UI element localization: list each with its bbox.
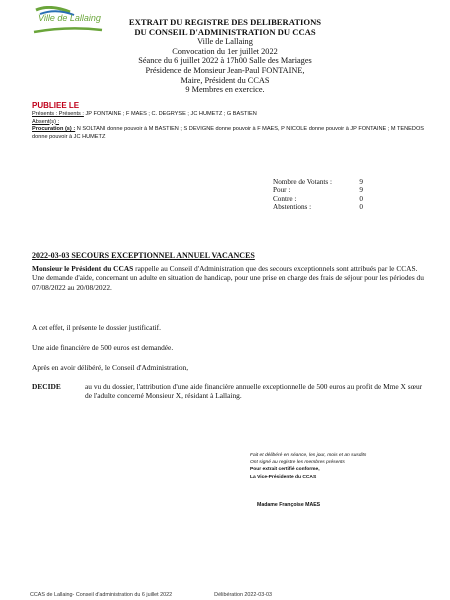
vote-row (273, 186, 363, 194)
signature-line: La Vice-Présidente du CCAS (250, 474, 317, 480)
presents-names: JP FONTAINE ; F MAES ; C. DEGRYSE ; JC HUMETZ ; G BASTIEN (85, 111, 257, 117)
presents-label: Présents : Présents : (32, 111, 84, 117)
header-line: Convocation du 1er juillet 2022 (172, 46, 278, 56)
title-line-2: DU CONSEIL D'ADMINISTRATION DU CCAS (134, 26, 316, 37)
document-header (110, 18, 340, 95)
vote-row (273, 203, 363, 211)
decide-text: au vu du dossier, l'attribution d'une aide financière annuelle exceptionnelle de 500 euros au profit de Mme X sœur de l'adulte concerné Monsieur X, résidant à Lallaing. (85, 382, 423, 401)
vote-label: Nombre de Votants : (273, 178, 333, 186)
vote-value: 9 (359, 178, 363, 186)
vote-value: 0 (359, 194, 363, 203)
vote-label: Pour : (273, 186, 291, 195)
paragraph-dossier: A cet effet, il présente le dossier justificatif. (32, 323, 161, 332)
absents-line (32, 119, 427, 127)
footer-left: CCAS de Lallaing- Conseil d'administration du 6 juillet 2022 (30, 592, 173, 598)
absents-label: Absent(s) : (32, 118, 60, 125)
signature-block (250, 452, 366, 481)
deliberation-subject: 2022-03-03 SECOURS EXCEPTIONNEL ANNUEL VACANCES (32, 251, 255, 260)
header-line: Maire, Président du CCAS (180, 75, 270, 85)
header-line: Présidence de Monsieur Jean-Paul FONTAINE, (145, 65, 305, 75)
footer-right: Délibération 2022-03-03 (214, 592, 273, 598)
vote-label: Contre : (273, 194, 297, 203)
signatory-name: Madame Françoise MAES (257, 502, 321, 508)
vote-row (273, 195, 363, 203)
logo-text: Ville de Lallaing (38, 13, 101, 23)
publication-label: PUBLIEE LE (32, 101, 80, 110)
attendance-block (32, 111, 427, 141)
paragraph-aid: Une aide financière de 500 euros est demandée. (32, 343, 174, 352)
procuration-label: Procuration (s) : (32, 126, 76, 133)
signature-line: Ont signé au registre les membres présents (250, 460, 345, 466)
vote-label: Abstentions : (273, 203, 312, 212)
vote-row (273, 178, 363, 186)
decide-label: DECIDE (32, 382, 61, 391)
vote-tally (273, 178, 363, 212)
vote-value: 0 (359, 203, 363, 212)
paragraph-intro (32, 264, 424, 292)
procuration-text: N SOLTANI donne pouvoir à M BASTIEN ; S DEVIGNE donne pouvoir à F MAES, P NICOLE donne pouvoir à JP FONTAINE ; M TENEDOS donne pouvoir à JC HUMETZ (32, 126, 425, 140)
procuration-line (32, 126, 427, 141)
president-title: Monsieur le Président du CCAS (32, 264, 134, 273)
title-line-1: EXTRAIT DU REGISTRE DES DELIBERATIONS (128, 17, 322, 27)
vote-value: 9 (359, 186, 363, 195)
signature-line: Fait et délibéré en séance, les jour, mois et an susdits (250, 453, 367, 458)
page-footer (30, 592, 272, 598)
presents-line (32, 111, 427, 119)
lallaing-logo (30, 6, 108, 36)
signature-line: Pour extrait certifié conforme, (250, 467, 320, 473)
header-line: Ville de Lallaing (197, 37, 253, 47)
paragraph-deliberation: Après en avoir délibéré, le Conseil d'Administration, (32, 363, 189, 372)
header-line: Séance du 6 juillet 2022 à 17h00 Salle des Mariages (138, 56, 312, 66)
intro-text: rappelle au Conseil d'Administration que des secours exceptionnels sont attribués par le CCAS. Une demande d'aide, concernant un adulte en situation de handicap, pour une prise en charge des frais de séjour pour les périodes du 07/08/2022 au 20/08/2022. (32, 264, 424, 292)
header-line: 9 Membres en exercice. (185, 85, 265, 95)
